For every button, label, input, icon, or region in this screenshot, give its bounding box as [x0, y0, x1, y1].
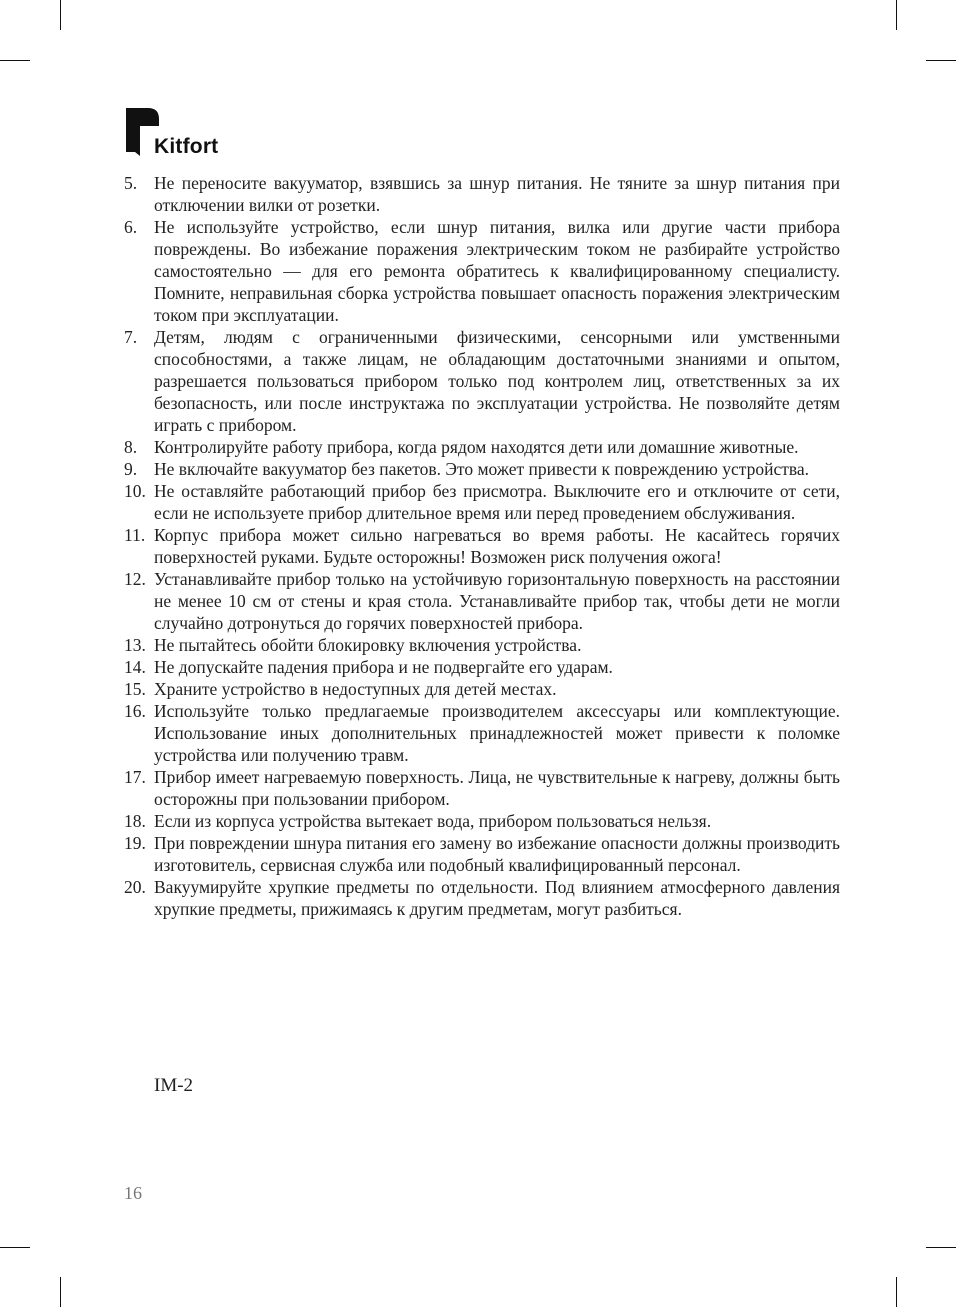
crop-mark — [60, 0, 61, 30]
rule-text: Детям, людям с ограниченными физическими, сенсорными или умственными способностями, а также лицам, не обладающим достаточными знаниями и опытом, разрешается пользоваться прибором только под контролем лиц, ответственных за их безопасность, или после инструктажа по эксплуатации устройства. Не позволяйте детям играть с прибором. — [154, 327, 840, 435]
crop-mark — [926, 1247, 956, 1248]
rule-number: 16. — [124, 701, 146, 721]
rule-text: Если из корпуса устройства вытекает вода, прибором пользоваться нельзя. — [154, 811, 712, 831]
rule-text: Вакуумируйте хрупкие предметы по отдельности. Под влиянием атмосферного давления хрупкие предметы, прижимаясь к другим предметам, могут разбиться. — [154, 877, 840, 919]
rule-number: 9. — [124, 459, 138, 479]
crop-mark — [0, 60, 30, 61]
rule-text: Не переносите вакууматор, взявшись за шнур питания. Не тяните за шнур питания при отключении вилки от розетки. — [154, 173, 840, 215]
rule-item — [124, 216, 840, 326]
page-number: 16 — [124, 1183, 142, 1203]
rule-text: Контролируйте работу прибора, когда рядом находятся дети или домашние животные. — [154, 437, 799, 457]
rule-number: 7. — [124, 327, 138, 347]
rule-text: Корпус прибора может сильно нагреваться во время работы. Не касайтесь горячих поверхностей руками. Будьте осторожны! Возможен риск получения ожога! — [154, 525, 840, 567]
rule-item — [124, 876, 840, 920]
rule-item — [124, 568, 840, 634]
rule-text: Не оставляйте работающий прибор без присмотра. Выключите его и отключите от сети, если не используете прибор длительное время или перед проведением обслуживания. — [154, 481, 840, 523]
rule-text: При повреждении шнура питания его замену во избежание опасности должны производить изготовитель, сервисная служба или подобный квалифицированный персонал. — [154, 833, 840, 875]
rule-item — [124, 810, 840, 832]
rule-item — [124, 326, 840, 436]
rule-number: 18. — [124, 811, 146, 831]
rule-item — [124, 524, 840, 568]
rule-item — [124, 436, 840, 458]
rule-text: Прибор имеет нагреваемую поверхность. Лица, не чувствительные к нагреву, должны быть осторожны при пользовании прибором. — [154, 767, 840, 809]
rule-text: Используйте только предлагаемые производителем аксессуары или комплектующие. Использование иных дополнительных принадлежностей может привести к поломке устройства или получению травм. — [154, 701, 840, 765]
rule-item — [124, 480, 840, 524]
rule-item — [124, 656, 840, 678]
rule-number: 10. — [124, 481, 146, 501]
rule-number: 14. — [124, 657, 146, 677]
crop-mark — [896, 1277, 897, 1307]
rule-item — [124, 172, 840, 216]
rule-number: 17. — [124, 767, 146, 787]
rule-text: Не используйте устройство, если шнур питания, вилка или другие части прибора повреждены. Во избежание поражения электрическим током не разбирайте устройство самостоятельно — для его ремонта обратитесь к квалифицированному специалисту. Помните, неправильная сборка устройства повышает опасность поражения электрическим током при эксплуатации. — [154, 217, 840, 325]
rule-item — [124, 458, 840, 480]
rule-number: 11. — [124, 525, 146, 545]
crop-mark — [0, 1247, 30, 1248]
safety-rules-list — [124, 172, 840, 920]
rule-text: Храните устройство в недоступных для детей местах. — [154, 679, 557, 699]
rule-item — [124, 766, 840, 810]
rule-item — [124, 832, 840, 876]
rule-number: 19. — [124, 833, 146, 853]
rule-item — [124, 678, 840, 700]
rule-text: Не допускайте падения прибора и не подвергайте его ударам. — [154, 657, 613, 677]
rule-number: 12. — [124, 569, 146, 589]
rule-number: 13. — [124, 635, 146, 655]
crop-mark — [60, 1277, 61, 1307]
rule-number: 15. — [124, 679, 146, 699]
rule-number: 5. — [124, 173, 138, 193]
brand-name: Kitfort — [154, 135, 219, 158]
rule-text: Не пытайтесь обойти блокировку включения устройства. — [154, 635, 582, 655]
rule-number: 6. — [124, 217, 138, 237]
rule-text: Не включайте вакууматор без пакетов. Это может привести к повреждению устройства. — [154, 459, 810, 479]
rule-item — [124, 634, 840, 656]
rule-number: 8. — [124, 437, 138, 457]
rule-text: Устанавливайте прибор только на устойчивую горизонтальную поверхность на расстоянии не менее 10 см от стены и края стола. Устанавливайте прибор так, чтобы дети не могли случайно дотронуться до горячих поверхностей прибора. — [154, 569, 840, 633]
crop-mark — [896, 0, 897, 30]
model-code: IM-2 — [154, 1075, 194, 1096]
rule-number: 20. — [124, 877, 146, 897]
rule-item — [124, 700, 840, 766]
brand-logo — [126, 108, 236, 158]
crop-mark — [926, 60, 956, 61]
